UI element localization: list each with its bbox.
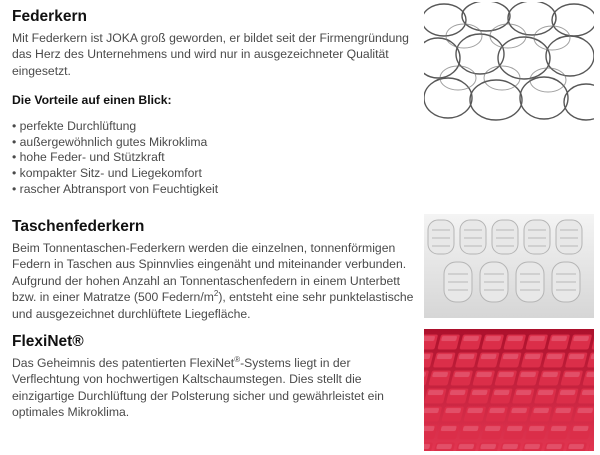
advantage-item: • rascher Abtransport von Feuchtigkeit bbox=[12, 182, 412, 198]
pocket-springs-graphic bbox=[424, 214, 594, 318]
federkern-text: Mit Federkern ist JOKA groß geworden, er bildet seit der Firmengründung das Herz des Unternehmens und wird nur in ausgezeichneter Qualität eingesetzt. bbox=[12, 31, 409, 78]
taschenfederkern-text-b: ), entsteht eine sehr punktelastische und ausgezeichnet durchlüftete Liegefläche. bbox=[12, 290, 414, 321]
taschenfederkern-title: Taschenfederkern bbox=[12, 218, 145, 235]
flexinet-image bbox=[424, 329, 594, 451]
flexinet-text bbox=[12, 355, 407, 421]
foam-grid-graphic bbox=[424, 329, 594, 451]
federkern-title: Federkern bbox=[12, 8, 87, 25]
advantage-item: • kompakter Sitz- und Liegekomfort bbox=[12, 166, 412, 182]
federkern-image bbox=[424, 2, 594, 122]
taschenfederkern-text-a: Beim Tonnentaschen-Federkern werden die einzelnen, tonnenförmigen Federn in Taschen aus Spinnvlies eingenäht und miteinander verbunden. Aufgrund der hohen Anzahl an Tonnentaschenfedern in einem Unterbett bzw. in einer Matratze (500 Federn/m bbox=[12, 241, 407, 305]
flexinet-title: FlexiNet® bbox=[12, 333, 84, 350]
advantage-item: • perfekte Durchlüftung bbox=[12, 119, 412, 135]
spring-coils-graphic bbox=[424, 2, 594, 122]
squared-sup: 2 bbox=[213, 289, 219, 299]
advantage-item: • außergewöhnlich gutes Mikroklima bbox=[12, 135, 412, 151]
federkern-section bbox=[12, 8, 412, 197]
flexinet-section bbox=[12, 333, 407, 421]
taschenfederkern-section bbox=[12, 218, 417, 322]
advantages-list bbox=[12, 119, 412, 197]
flexinet-text-a: Das Geheimnis des patentierten FlexiNet bbox=[12, 356, 235, 370]
advantages-title: Die Vorteile auf einen Blick: bbox=[12, 93, 172, 108]
registered-sup: ® bbox=[234, 354, 241, 364]
taschenfederkern-image bbox=[424, 214, 594, 318]
advantage-item: • hohe Feder- und Stützkraft bbox=[12, 150, 412, 166]
taschenfederkern-text bbox=[12, 240, 417, 322]
flexinet-text-b: -Systems liegt in der Verflechtung von hochwertigen Kaltschaumstegen. Dies stellt die einzigartige Durchlüftung der Polsterung sicher und gewährleistet ein optimales Mikroklima. bbox=[12, 356, 384, 420]
